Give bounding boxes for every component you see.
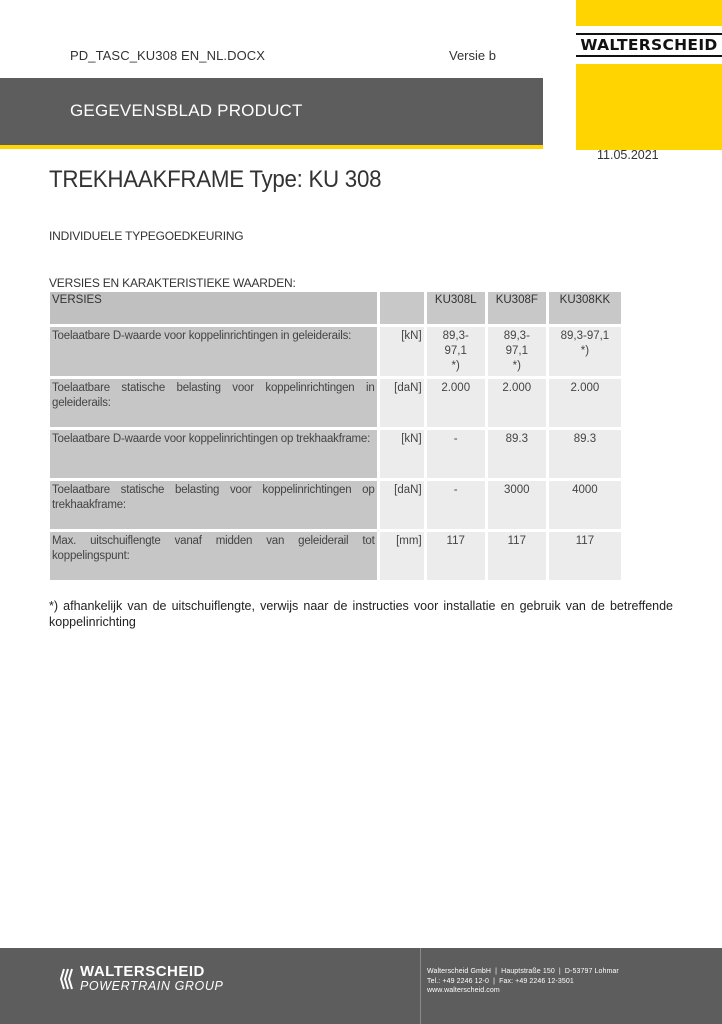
document-date: 11.05.2021 [597, 148, 659, 162]
header-versions: VERSIES [50, 292, 377, 324]
table-row [50, 379, 621, 427]
value-ku308l: - [427, 430, 485, 478]
header-unit [380, 292, 424, 324]
value-ku308f: 3000 [488, 481, 546, 529]
footer-brand: WALTERSCHEID [80, 963, 205, 980]
brand-yellow-block [576, 0, 722, 150]
logo-wordmark: WALTERSCHEID [576, 33, 721, 57]
row-label: Toelaatbare statische belasting voor koppelinrichtingen in geleiderails: [50, 379, 377, 427]
product-title: TREKHAAKFRAME Type: KU 308 [49, 166, 382, 193]
header-col-ku308f: KU308F [488, 292, 546, 324]
footer-group: POWERTRAIN GROUP [80, 979, 224, 993]
header-col-ku308kk: KU308KK [549, 292, 621, 324]
header-col-ku308l: KU308L [427, 292, 485, 324]
row-unit: [kN] [380, 327, 424, 376]
value-ku308kk: 89,3-97,1 *) [549, 327, 621, 376]
value-ku308kk: 89.3 [549, 430, 621, 478]
value-ku308l: - [427, 481, 485, 529]
value-ku308f: 89.3 [488, 430, 546, 478]
walterscheid-mark-icon [60, 967, 74, 991]
footer-website[interactable]: www.walterscheid.com [427, 987, 500, 994]
value-ku308l: 2.000 [427, 379, 485, 427]
walterscheid-logo [576, 26, 722, 64]
row-label: Max. uitschuiflengte vanaf midden van geleiderail tot koppelingspunt: [50, 532, 377, 580]
approval-heading: INDIVIDUELE TYPEGOEDKEURING [49, 229, 244, 243]
footer-contact [427, 967, 619, 996]
value-ku308l: 89,3- 97,1 *) [427, 327, 485, 376]
value-ku308kk: 4000 [549, 481, 621, 529]
row-unit: [daN] [380, 379, 424, 427]
footer-divider [420, 948, 421, 1024]
versions-heading: VERSIES EN KARAKTERISTIEKE WAARDEN: [49, 276, 296, 290]
row-label: Toelaatbare statische belasting voor koppelinrichtingen op trekhaakframe: [50, 481, 377, 529]
table-row [50, 481, 621, 529]
value-ku308kk: 117 [549, 532, 621, 580]
document-filename: PD_TASC_KU308 EN_NL.DOCX [70, 48, 266, 63]
row-unit: [mm] [380, 532, 424, 580]
specifications-table [47, 289, 624, 583]
row-label: Toelaatbare D-waarde voor koppelinrichtingen in geleiderails: [50, 327, 377, 376]
datasheet-title: GEGEVENSBLAD PRODUCT [70, 101, 303, 120]
row-unit: [daN] [380, 481, 424, 529]
table-row [50, 327, 621, 376]
header-accent-stripe [0, 145, 543, 149]
value-ku308f: 117 [488, 532, 546, 580]
value-ku308l: 117 [427, 532, 485, 580]
value-ku308kk: 2.000 [549, 379, 621, 427]
table-header-row [50, 292, 621, 324]
table-row [50, 532, 621, 580]
footnote: *) afhankelijk van de uitschuiflengte, verwijs naar de instructies voor installatie en gebruik van de betreffende koppelinrichting [49, 599, 673, 629]
value-ku308f: 2.000 [488, 379, 546, 427]
document-version: Versie b [449, 48, 496, 63]
row-label: Toelaatbare D-waarde voor koppelinrichtingen op trekhaakframe: [50, 430, 377, 478]
footer-phone: Tel.: +49 2246 12-0 | Fax: +49 2246 12-3501 [427, 977, 574, 985]
row-unit: [kN] [380, 430, 424, 478]
footer-address: Walterscheid GmbH | Hauptstraße 150 | D-53797 Lohmar [427, 968, 619, 975]
footer-logo [60, 964, 223, 993]
table-row [50, 430, 621, 478]
value-ku308f: 89,3- 97,1 *) [488, 327, 546, 376]
